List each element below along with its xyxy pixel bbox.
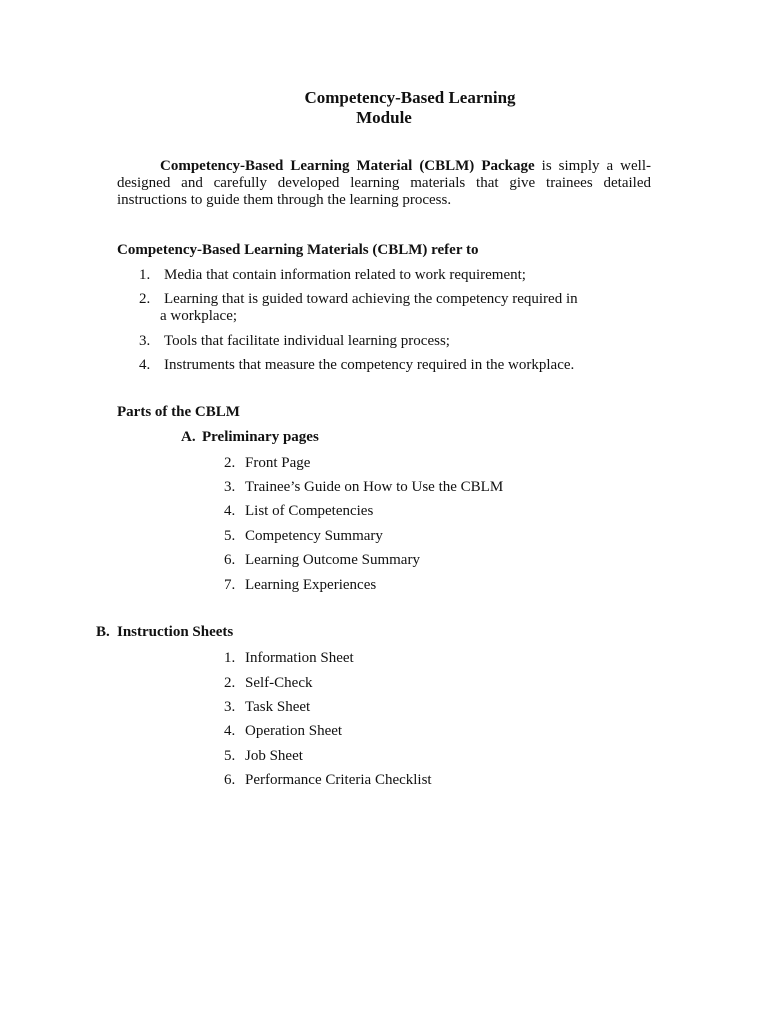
list-text: Self-Check [245, 675, 313, 691]
list-text: Tools that facilitate individual learning process; [164, 333, 450, 349]
list-number: 5. [224, 748, 236, 764]
list-number: 4. [139, 357, 151, 373]
list-text: Learning Experiences [245, 577, 377, 593]
list-text: Front Page [245, 455, 311, 471]
list-item [139, 266, 526, 284]
page-title: Competency-Based Learning [304, 88, 516, 107]
section-a-heading [181, 429, 319, 446]
list-number: 7. [224, 577, 236, 593]
list-text: Job Sheet [245, 748, 303, 764]
cblm-refer-heading: Competency-Based Learning Materials (CBLM) refer to [117, 242, 479, 258]
list-number: 3. [224, 479, 236, 495]
list-item [224, 747, 303, 765]
intro-definition: is simply a well-designed and carefully developed learning materials that give trainees detailed instructions to guide them through the learning process. [117, 158, 651, 208]
list-text: Operation Sheet [245, 723, 343, 739]
list-item [224, 722, 342, 740]
list-text: Learning Outcome Summary [245, 552, 420, 568]
list-item [224, 576, 376, 594]
list-number: 2. [224, 455, 236, 471]
list-text-continuation: a workplace; [160, 308, 238, 324]
list-number: 4. [224, 503, 236, 519]
list-item [224, 502, 373, 520]
section-a-title: Preliminary pages [202, 429, 319, 445]
list-text: List of Competencies [245, 503, 374, 519]
page-title-line2: Module [356, 108, 412, 127]
list-item [139, 356, 574, 374]
list-text: Performance Criteria Checklist [245, 772, 432, 788]
list-item [224, 527, 383, 545]
list-text: Media that contain information related to work requirement; [164, 267, 526, 283]
section-b-label: B. [96, 624, 110, 640]
list-item [224, 698, 310, 716]
intro-term: Competency-Based Learning Material (CBLM) Package [160, 158, 535, 174]
list-item [224, 674, 312, 692]
list-number: 4. [224, 723, 236, 739]
list-number: 2. [139, 291, 151, 307]
list-text: Trainee’s Guide on How to Use the CBLM [245, 479, 504, 495]
list-text: Competency Summary [245, 528, 383, 544]
list-item [224, 649, 354, 667]
list-text: Instruments that measure the competency required in the workplace. [164, 357, 575, 373]
section-a-label: A. [181, 429, 196, 445]
list-number: 3. [224, 699, 236, 715]
list-number: 6. [224, 772, 236, 788]
list-text: Learning that is guided toward achieving the competency required in [164, 291, 578, 307]
list-number: 1. [224, 650, 236, 666]
section-b-title: Instruction Sheets [117, 624, 234, 640]
parts-heading: Parts of the CBLM [117, 404, 240, 420]
list-item [224, 454, 310, 472]
list-number: 6. [224, 552, 236, 568]
list-item [224, 551, 420, 569]
section-b-heading [96, 624, 233, 641]
list-item [224, 771, 432, 789]
list-number: 3. [139, 333, 151, 349]
list-number: 2. [224, 675, 236, 691]
list-number: 1. [139, 267, 151, 283]
intro-paragraph [117, 158, 651, 209]
list-text: Task Sheet [245, 699, 311, 715]
list-item [139, 290, 578, 308]
list-number: 5. [224, 528, 236, 544]
list-item [139, 332, 450, 350]
list-text: Information Sheet [245, 650, 354, 666]
list-item [224, 478, 503, 496]
